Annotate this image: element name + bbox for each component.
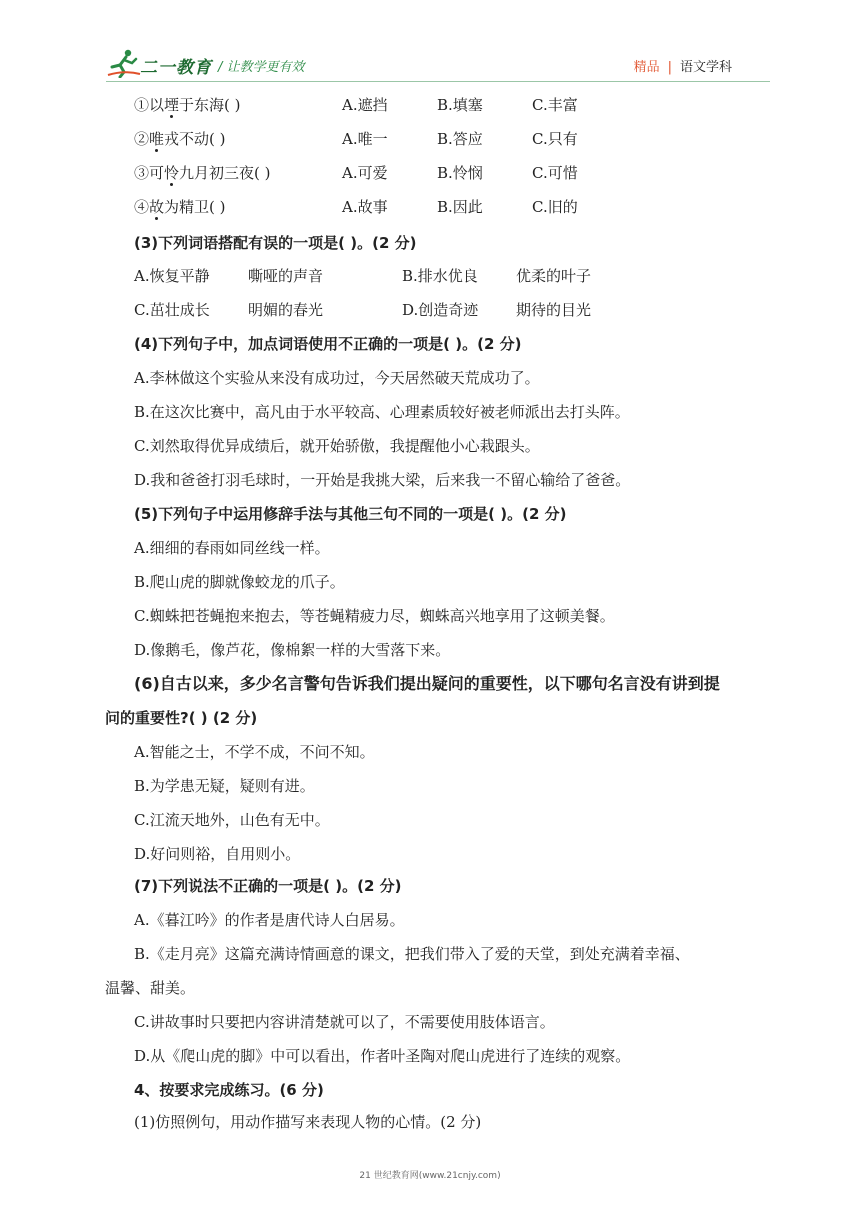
- option: B.在这次比赛中，高凡由于水平较高、心理素质较好被老师派出去打头阵。: [134, 403, 630, 421]
- option-c: C.丰富: [532, 96, 578, 114]
- option: C.江流天地外，山色有无中。: [134, 811, 330, 829]
- runner-logo-icon: [106, 48, 142, 78]
- question-title: (5)下列句子中运用修辞手法与其他三句不同的一项是( )。(2 分): [134, 505, 567, 523]
- option: D.像鹅毛，像芦花，像棉絮一样的大雪落下来。: [134, 641, 451, 659]
- option: D.创造奇迹: [402, 301, 479, 319]
- option-cont: 温馨、甜美。: [105, 979, 196, 997]
- option-b: B.答应: [437, 130, 483, 148]
- header-separator: |: [667, 60, 672, 75]
- question-title: (7)下列说法不正确的一项是( )。(2 分): [134, 877, 402, 895]
- quality-label: 精品: [633, 60, 660, 75]
- option-a: A.唯一: [342, 130, 388, 148]
- option: A.细细的春雨如同丝线一样。: [134, 539, 330, 557]
- option: B.为学患无疑，疑则有进。: [134, 777, 315, 795]
- option: C.讲故事时只要把内容讲清楚就可以了，不需要使用肢体语言。: [134, 1013, 555, 1031]
- slogan: / 让教学更有效: [218, 60, 305, 75]
- vocab-word: ②唯戎不动( ): [134, 130, 226, 148]
- option: A.李林做这个实验从来没有成功过，今天居然破天荒成功了。: [134, 369, 540, 387]
- option-a: A.故事: [342, 198, 388, 216]
- logo: [106, 48, 228, 78]
- page-header: [0, 0, 860, 90]
- vocab-word: ①以堙于东海( ): [134, 96, 241, 114]
- option-b: B.填塞: [437, 96, 483, 114]
- option: B.排水优良: [402, 267, 478, 285]
- option-c: C.旧的: [532, 198, 578, 216]
- question-title-cont: 问的重要性?( ) (2 分): [105, 709, 258, 727]
- option: A.智能之士，不学不成，不问不知。: [134, 743, 375, 761]
- option: D.好问则裕，自用则小。: [134, 845, 301, 863]
- option-c: C.可惜: [532, 164, 578, 182]
- option: 期待的目光: [516, 301, 592, 319]
- question-title: (3)下列词语搭配有误的一项是( )。(2 分): [134, 234, 417, 252]
- option: C.茁壮成长: [134, 301, 210, 319]
- option: 优柔的叶子: [516, 267, 592, 285]
- section-title: 4、按要求完成练习。(6 分): [134, 1081, 324, 1099]
- option-a: A.可爱: [342, 164, 388, 182]
- option-b: B.因此: [437, 198, 483, 216]
- option-a: A.遮挡: [342, 96, 388, 114]
- vocab-word: ③可怜九月初三夜( ): [134, 164, 271, 182]
- option: D.从《爬山虎的脚》中可以看出，作者叶圣陶对爬山虎进行了连续的观察。: [134, 1047, 631, 1065]
- option-c: C.只有: [532, 130, 578, 148]
- question-title: (6)自古以来，多少名言警句告诉我们提出疑问的重要性，以下哪句名言没有讲到提: [134, 674, 720, 693]
- question-title: (4)下列句子中，加点词语使用不正确的一项是( )。(2 分): [134, 335, 522, 353]
- option: 明媚的春光: [248, 301, 324, 319]
- option: B.《走月亮》这篇充满诗情画意的课文，把我们带入了爱的天堂，到处充满着幸福、: [134, 945, 690, 963]
- option: D.我和爸爸打羽毛球时，一开始是我挑大梁，后来我一不留心输给了爸爸。: [134, 471, 631, 489]
- option: 嘶哑的声音: [248, 267, 324, 285]
- option-b: B.怜悯: [437, 164, 483, 182]
- option: C.蜘蛛把苍蝇抱来抱去，等苍蝇精疲力尽，蜘蛛高兴地享用了这顿美餐。: [134, 607, 615, 625]
- sub-question: (1)仿照例句，用动作描写来表现人物的心情。(2 分): [134, 1113, 482, 1131]
- option: C.刘然取得优异成绩后，就开始骄傲，我提醒他小心栽跟头。: [134, 437, 540, 455]
- option: A.恢复平静: [134, 267, 210, 285]
- page-footer: 21 世纪教育网(www.21cnjy.com): [359, 1171, 501, 1181]
- option: B.爬山虎的脚就像蛟龙的爪子。: [134, 573, 345, 591]
- option: A.《暮江吟》的作者是唐代诗人白居易。: [134, 911, 405, 929]
- vocab-word: ④故为精卫( ): [134, 198, 226, 216]
- logo-text: 二一教育: [140, 58, 212, 78]
- subject-label: 语文学科: [679, 60, 732, 75]
- header-divider: [106, 81, 770, 82]
- header-right: [634, 56, 732, 75]
